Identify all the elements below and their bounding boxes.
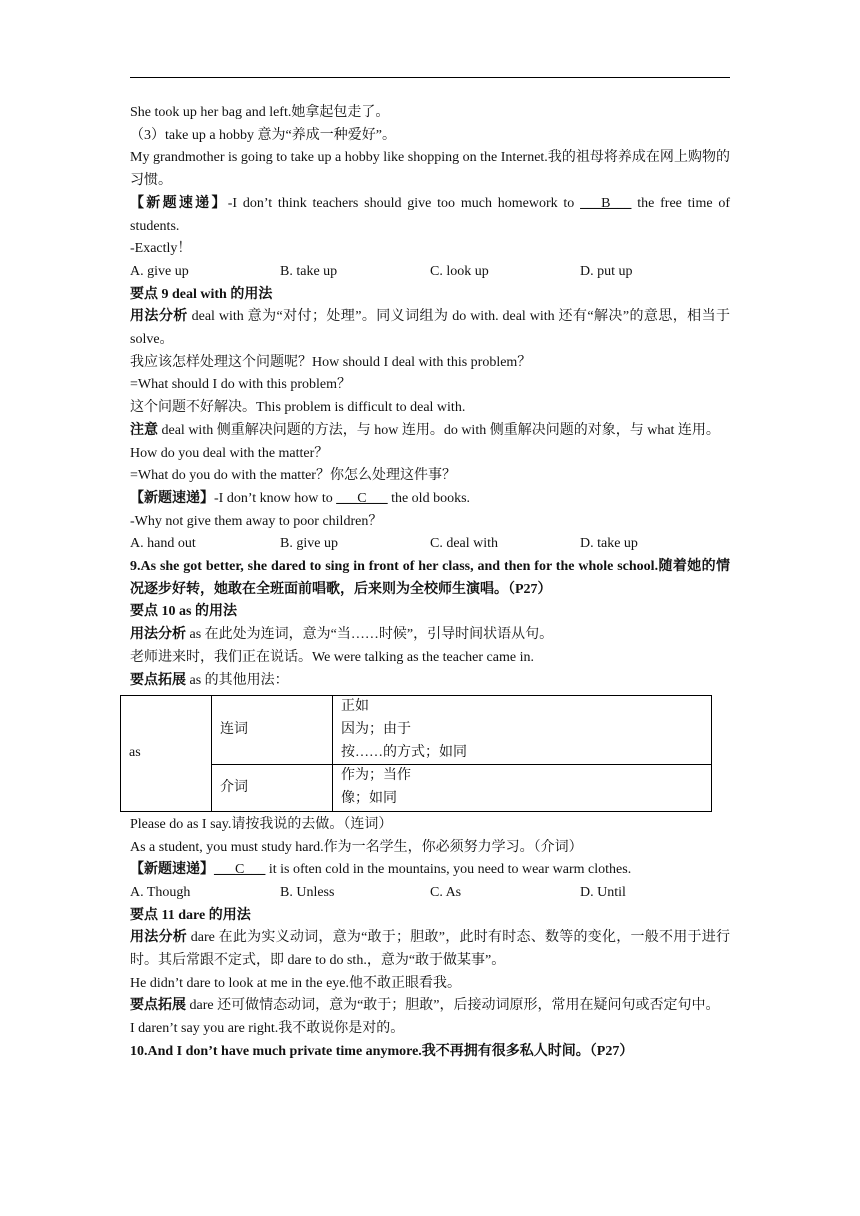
exercise-question bbox=[130, 488, 730, 511]
answer-blank: ___B___ bbox=[580, 195, 632, 211]
option: C. deal with bbox=[430, 536, 499, 552]
section-title: 要点 9 deal with 的用法 bbox=[130, 286, 273, 302]
answer-blank: ___C___ bbox=[214, 862, 266, 878]
question-text: -I don’t know how to bbox=[214, 490, 337, 506]
note-text: deal with 侧重解决问题的方法，与 how 连用。do with 侧重解决问题的对象，与 what 连用。 bbox=[158, 422, 720, 438]
exercise-label: 【新题速递】 bbox=[130, 490, 214, 506]
option: B. Unless bbox=[280, 884, 335, 900]
example-sentence: I daren’t say you are right.我不敢说你是对的。 bbox=[130, 1021, 405, 1037]
example-sentence: Please do as I say.请按我说的去做。（连词） bbox=[130, 816, 393, 832]
example-sentence: As a student, you must study hard.作为一名学生，你必须努力学习。（介词） bbox=[130, 839, 583, 855]
analysis-text: dare 在此为实义动词，意为“敢于；胆敢”，此时有时态、数等的变化，一般不用于进行时。其后常跟不定式，即 dare to do sth.，意为“敢于做某事”。 bbox=[130, 930, 731, 969]
extension-label: 要点拓展 bbox=[130, 672, 186, 688]
answer-blank: ___C___ bbox=[336, 490, 388, 506]
question-text: the old books. bbox=[387, 490, 471, 506]
example-sentence: 我应该怎样处理这个问题呢？How should I deal with this problem？ bbox=[130, 354, 532, 370]
option: B. take up bbox=[280, 263, 338, 279]
meaning-line: 像；如同 bbox=[341, 791, 397, 807]
table-meaning-cell bbox=[333, 696, 712, 765]
analysis-text: deal with 意为“对付；处理”。同义词组为 do with. deal with 还有“解决”的意思，相当于 solve。 bbox=[130, 309, 730, 348]
meaning-line: 按……的方式；如同 bbox=[341, 744, 467, 760]
exercise-response: -Exactly！ bbox=[130, 241, 192, 257]
usage-point: （3）take up a hobby 意为“养成一种爱好”。 bbox=[130, 127, 396, 143]
exercise-label: 【新题速递】 bbox=[130, 195, 228, 211]
note-label: 注意 bbox=[130, 422, 158, 438]
extension-text: as 的其他用法： bbox=[186, 672, 289, 688]
option: C. As bbox=[430, 884, 462, 900]
document-body bbox=[130, 102, 730, 1064]
table-meaning-cell bbox=[333, 765, 712, 811]
option: D. put up bbox=[580, 263, 633, 279]
analysis-label: 用法分析 bbox=[130, 309, 188, 325]
option: A. give up bbox=[130, 263, 189, 279]
question-text: it is often cold in the mountains, you need to wear warm clothes. bbox=[265, 862, 632, 878]
section-title: 要点 10 as 的用法 bbox=[130, 604, 237, 620]
answer-options bbox=[130, 882, 730, 905]
option: B. give up bbox=[280, 536, 338, 552]
analysis-text: as 在此处为连词，意为“当……时候”，引导时间状语从句。 bbox=[186, 627, 554, 643]
extension-text: dare 还可做情态动词，意为“敢于；胆敢”，后接动词原形，常用在疑问句或否定句中。 bbox=[186, 998, 720, 1014]
exercise-response: -Why not give them away to poor children？ bbox=[130, 513, 383, 529]
example-sentence: 老师进来时，我们正在说话。We were talking as the teacher came in. bbox=[130, 649, 534, 665]
exercise-label: 【新题速递】 bbox=[130, 862, 214, 878]
question-text: the free time of students. bbox=[130, 195, 730, 234]
key-sentence: 9.As she got better, she dared to sing in front of her class, and then for the whole school.随着她的情况逐步好转，她敢在全班面前唱歌，后来则为全校师生演唱。（P27） bbox=[130, 559, 730, 597]
meaning-line: 作为；当作 bbox=[341, 768, 411, 784]
analysis-label: 用法分析 bbox=[130, 627, 186, 643]
meaning-line: 正如 bbox=[341, 699, 369, 715]
key-sentence: 10.And I don’t have much private time anymore.我不再拥有很多私人时间。（P27） bbox=[130, 1043, 634, 1059]
example-sentence: How do you deal with the matter？ bbox=[130, 445, 329, 461]
analysis-paragraph bbox=[130, 306, 730, 351]
example-sentence: =What should I do with this problem？ bbox=[130, 377, 351, 393]
extension-paragraph bbox=[130, 670, 730, 693]
example-sentence: She took up her bag and left.她拿起包走了。 bbox=[130, 105, 390, 120]
note-paragraph bbox=[130, 420, 730, 443]
analysis-label: 用法分析 bbox=[130, 930, 187, 946]
example-sentence: My grandmother is going to take up a hobby like shopping on the Internet.我的祖母将养成在网上购物的习惯。 bbox=[130, 150, 730, 189]
option: C. look up bbox=[430, 263, 489, 279]
answer-options bbox=[130, 261, 730, 284]
example-sentence: =What do you do with the matter？你怎么处理这件事？ bbox=[130, 468, 456, 484]
table-pos-cell: 连词 bbox=[212, 696, 333, 765]
question-text: -I don’t think teachers should give too much homework to bbox=[227, 195, 581, 211]
option: A. hand out bbox=[130, 536, 196, 552]
extension-paragraph bbox=[130, 995, 730, 1018]
example-sentence: He didn’t dare to look at me in the eye.他不敢正眼看我。 bbox=[130, 975, 462, 991]
exercise-question bbox=[130, 859, 730, 882]
extension-label: 要点拓展 bbox=[130, 998, 186, 1014]
table-word-cell: as bbox=[121, 696, 212, 812]
example-sentence: 这个问题不好解决。This problem is difficult to deal with. bbox=[130, 400, 466, 416]
section-title: 要点 11 dare 的用法 bbox=[130, 907, 251, 923]
as-usage-table bbox=[120, 695, 712, 812]
option: D. take up bbox=[580, 536, 638, 552]
exercise-question bbox=[130, 193, 730, 238]
header-rule bbox=[130, 77, 730, 78]
analysis-paragraph bbox=[130, 927, 730, 972]
option: A. Though bbox=[130, 884, 191, 900]
table-pos-cell: 介词 bbox=[212, 765, 333, 811]
answer-options bbox=[130, 533, 730, 556]
analysis-paragraph bbox=[130, 624, 730, 647]
option: D. Until bbox=[580, 884, 626, 900]
meaning-line: 因为；由于 bbox=[341, 721, 411, 737]
